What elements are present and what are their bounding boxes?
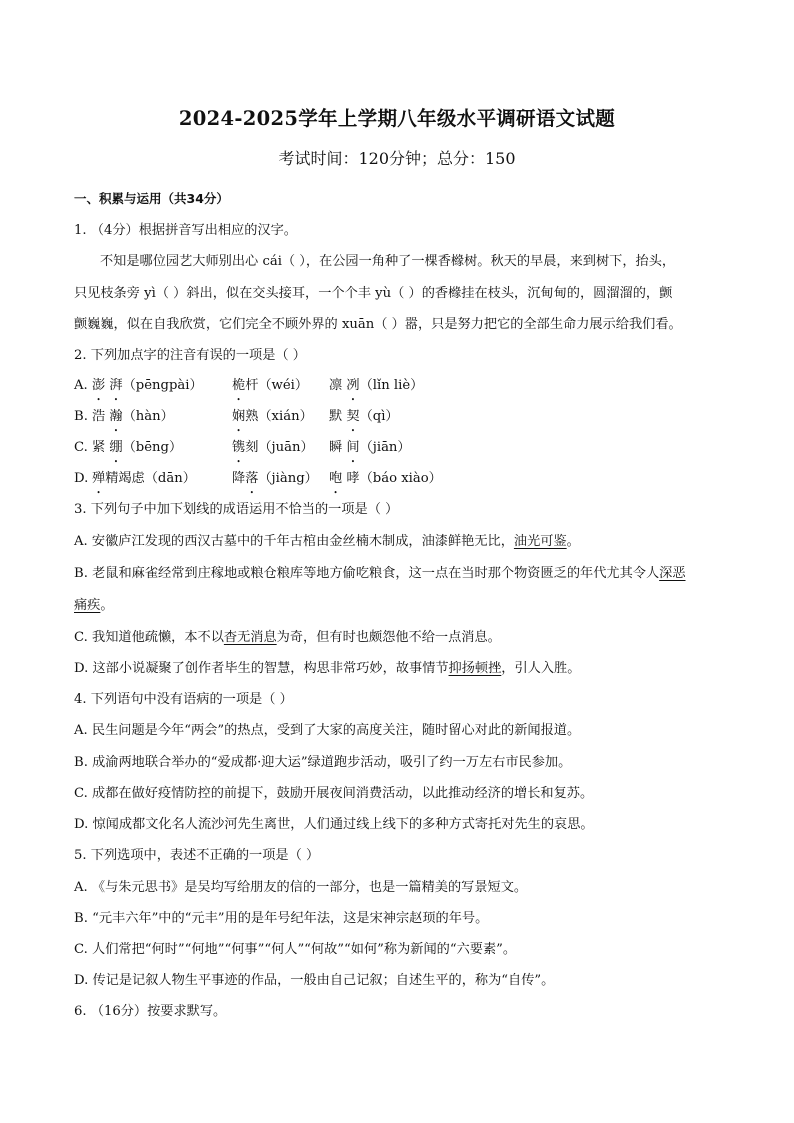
section-heading: 一、积累与运用（共34分） [74, 191, 229, 206]
q2-b-w2-dotted: 娴 [232, 409, 246, 424]
q4-option-b: B. 成渝两地联合举办的“爱成都·迎大运”绿道跑步活动，吸引了约一万左右市民参加。 [74, 755, 572, 770]
q2-c-w2-dotted: 镌 [232, 440, 246, 455]
q5-option-b: B. “元丰六年”中的“元丰”用的是年号纪年法，这是宋神宗赵顼的年号。 [74, 911, 489, 926]
q4-option-c: C. 成都在做好疫情防控的前提下，鼓励开展夜间消费活动，以此推动经济的增长和复苏。 [74, 786, 594, 801]
q3-stem: 3. 下列句子中加下划线的成语运用不恰当的一项是（ ） [74, 502, 399, 517]
q5-option-c: C. 人们常把“何时”“何地”“何事”“何人”“何故”“如何”称为新闻的“六要素”。 [74, 942, 517, 957]
q2-stem: 2. 下列加点字的注音有误的一项是（ ） [74, 348, 306, 363]
q2-a-w3-dotted: 冽 [346, 378, 360, 393]
q5-stem: 5. 下列选项中，表述不正确的一项是（ ） [74, 848, 320, 863]
q3-c-idiom: 杳无消息 [223, 630, 277, 645]
q5-option-a: A. 《与朱元思书》是吴均写给朋友的信的一部分，也是一篇精美的写景短文。 [74, 880, 528, 895]
exam-title: 2024-2025学年上学期八年级水平调研语文试题 [178, 107, 616, 130]
q4-stem: 4. 下列语句中没有语病的一项是（ ） [74, 692, 293, 707]
q3-b-idiom-part1: 深恶 [659, 566, 686, 581]
q3-option-b: B. 老鼠和麻雀经常到庄稼地或粮仓粮库等地方偷吃粮食，这一点在当时那个物资匮乏的年代尤其令人深恶 [74, 566, 686, 581]
q3-option-b-cont: 痛疾。 [74, 598, 114, 613]
q3-d-idiom: 抑扬顿挫 [448, 661, 502, 676]
q2-a-w2-dotted: 桅 [232, 378, 246, 393]
q3-a-idiom: 油光可鉴 [513, 534, 567, 549]
q2-option-d: D. 殚精竭虑（dān） 降落（jiàng） 咆 哮（báo xiào） [74, 467, 724, 486]
q1-passage-line-1: 不知是哪位园艺大师别出心 cái（ ），在公园一角种了一棵香橼树。秋天的早晨，来到树下，抬头， [100, 254, 676, 269]
q2-option-b: B. 浩 瀚（hàn） 娴熟（xián） 默 契（qì） [74, 405, 724, 424]
q2-b-w1-dotted: 瀚 [109, 409, 123, 424]
q3-b-idiom-part2: 痛疾 [74, 598, 101, 613]
q2-b-w3-dotted: 契 [346, 409, 360, 424]
q4-option-d: D. 惊闻成都文化名人流沙河先生离世，人们通过线上线下的多种方式寄托对先生的哀思。 [74, 817, 594, 832]
q3-option-d: D. 这部小说凝聚了创作者毕生的智慧，构思非常巧妙，故事情节抑扬顿挫，引人入胜。 [74, 661, 581, 676]
q5-option-d: D. 传记是记叙人物生平事迹的作品，一般由自己记叙；自述生平的，称为“自传”。 [74, 973, 555, 988]
q2-c-w1-dotted: 绷 [109, 440, 123, 455]
q1-stem: 1. （4分）根据拼音写出相应的汉字。 [74, 223, 297, 238]
q1-passage-line-3: 颤巍巍，似在自我欣赏，它们完全不顾外界的 xuān（ ）嚣，只是努力把它的全部生命力展示给我们看。 [74, 317, 682, 332]
q4-option-a: A. 民生问题是今年“两会”的热点，受到了大家的高度关注，随时留心对此的新闻报道。 [74, 723, 581, 738]
q2-d-w2-dotted: 落 [245, 471, 259, 486]
q2-option-c: C. 紧 绷（bēng） 镌刻（juān） 瞬 间（jiān） [74, 436, 724, 455]
q3-option-c: C. 我知道他疏懒，本不以杳无消息为奇，但有时也颇怨他不给一点消息。 [74, 630, 501, 645]
exam-subtitle: 考试时间：120分钟；总分：150 [278, 149, 516, 168]
q2-a-w1-dotted-b: 湃 [109, 378, 123, 393]
q2-c-w3-dotted: 间 [346, 440, 360, 455]
q2-d-w3-dotted: 咆 [329, 471, 343, 486]
q3-option-a: A. 安徽庐江发现的西汉古墓中的千年古棺由金丝楠木制成，油漆鲜艳无比，油光可鉴。 [74, 534, 580, 549]
q2-a-w1-dotted-a: 澎 [92, 378, 106, 393]
q1-passage-line-2: 只见枝条旁 yì（ ）斜出，似在交头接耳，一个个丰 yù（ ）的香橼挂在枝头，沉甸甸的，圆溜溜的，颤 [74, 286, 673, 301]
q2-option-a: A. 澎 湃（pēngpài） 桅杆（wéi） 凛 冽（lǐn liè） [74, 374, 724, 393]
q2-d-w1-dotted: 殚 [92, 471, 106, 486]
q6-stem: 6. （16分）按要求默写。 [74, 1004, 227, 1019]
